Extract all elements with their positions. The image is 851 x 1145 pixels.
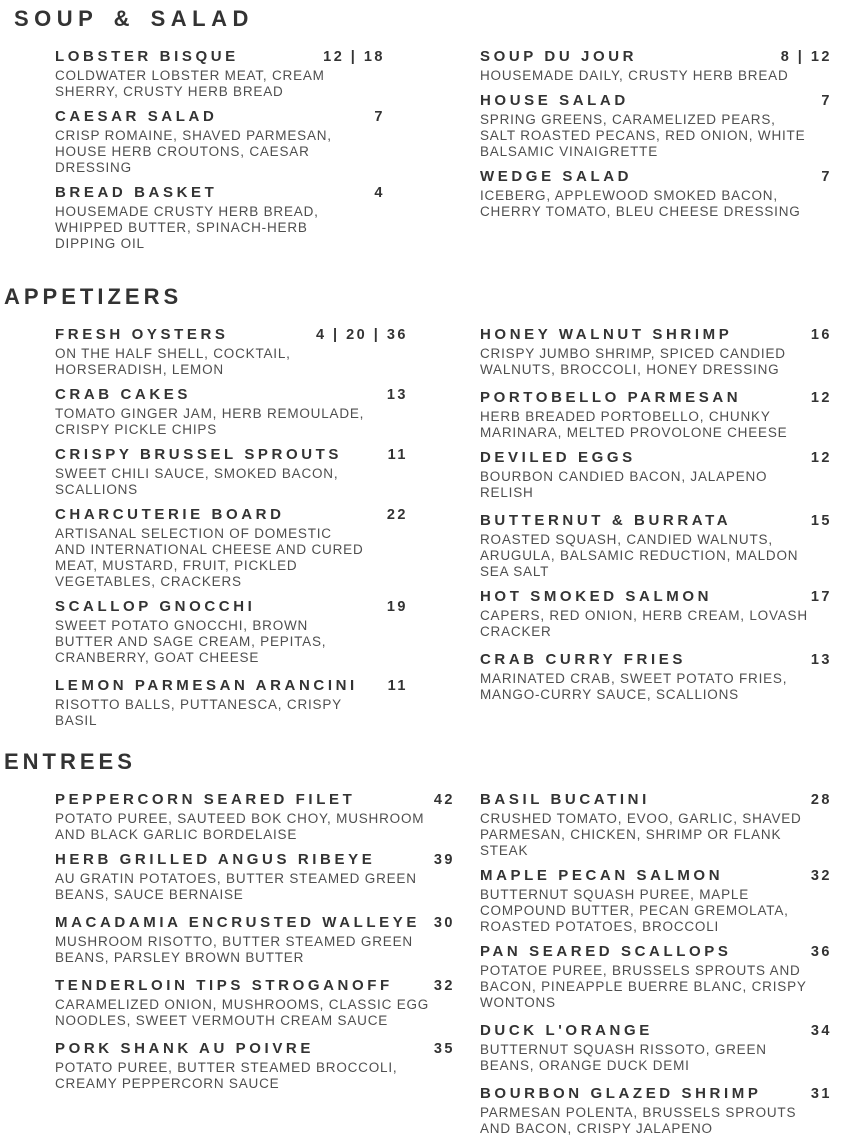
- item-description: AU GRATIN POTATOES, BUTTER STEAMED GREEN BEANS, SAUCE BERNAISE: [55, 871, 417, 902]
- item-name: HONEY WALNUT SHRIMP: [480, 326, 733, 343]
- item-description: SWEET CHILI SAUCE, SMOKED BACON, SCALLIONS: [55, 466, 339, 497]
- item-row: [480, 326, 832, 344]
- item-description: COLDWATER LOBSTER MEAT, CREAM SHERRY, CRUSTY HERB BREAD: [55, 68, 325, 99]
- menu-column-left: [55, 791, 480, 1145]
- section-title: ENTREES: [4, 749, 136, 774]
- item-description: PARMESAN POLENTA, BRUSSELS SPROUTS AND BACON, CRISPY JALAPENO: [480, 1105, 797, 1136]
- item-name: SCALLOP GNOCCHI: [55, 598, 256, 615]
- item-name: MAPLE PECAN SALMON: [480, 867, 724, 884]
- item-row: [480, 651, 832, 669]
- section-columns: [0, 791, 851, 1145]
- item-name: PEPPERCORN SEARED FILET: [55, 791, 356, 808]
- item-row: [480, 449, 832, 467]
- menu-item: [55, 108, 480, 176]
- item-price: 16: [810, 327, 832, 343]
- item-price: 4: [374, 185, 385, 201]
- section-title: APPETIZERS: [4, 284, 183, 309]
- section-soup-salad: [0, 6, 851, 260]
- menu-item: [480, 168, 851, 220]
- item-name: WEDGE SALAD: [480, 168, 633, 185]
- item-price: 13: [386, 387, 408, 403]
- item-price: 31: [810, 1086, 832, 1102]
- menu-item: [480, 512, 851, 580]
- item-description: MUSHROOM RISOTTO, BUTTER STEAMED GREEN BEANS, PARSLEY BROWN BUTTER: [55, 934, 413, 965]
- item-row: [55, 48, 385, 66]
- item-price: 35: [433, 1041, 455, 1057]
- item-row: [480, 791, 832, 809]
- item-row: [480, 588, 832, 606]
- item-row: [55, 386, 408, 404]
- item-row: [55, 446, 408, 464]
- menu-column-left: [55, 48, 480, 260]
- menu-item: [55, 677, 480, 729]
- item-row: [55, 506, 408, 524]
- menu-item: [480, 791, 851, 859]
- item-description: HOUSEMADE DAILY, CRUSTY HERB BREAD: [480, 68, 789, 83]
- item-row: [480, 168, 832, 186]
- item-name: SOUP DU JOUR: [480, 48, 638, 65]
- item-name: BUTTERNUT & BURRATA: [480, 512, 732, 529]
- menu-item: [480, 943, 851, 1011]
- item-name: BOURBON GLAZED SHRIMP: [480, 1085, 762, 1102]
- item-row: [480, 92, 832, 110]
- item-price: 28: [810, 792, 832, 808]
- section-appetizers: [0, 284, 851, 737]
- menu-item: [480, 389, 851, 441]
- menu-item: [480, 449, 851, 501]
- menu-column-right: [480, 791, 851, 1145]
- item-price: 32: [433, 978, 455, 994]
- item-price: 34: [810, 1023, 832, 1039]
- item-row: [55, 677, 408, 695]
- item-name: CAESAR SALAD: [55, 108, 218, 125]
- item-description: HOUSEMADE CRUSTY HERB BREAD, WHIPPED BUTTER, SPINACH-HERB DIPPING OIL: [55, 204, 319, 251]
- menu-item: [55, 506, 480, 590]
- menu-item: [480, 48, 851, 84]
- menu-item: [55, 791, 480, 843]
- item-description: CARAMELIZED ONION, MUSHROOMS, CLASSIC EGG NOODLES, SWEET VERMOUTH CREAM SAUCE: [55, 997, 430, 1028]
- item-row: [55, 914, 455, 932]
- menu-item: [480, 651, 851, 703]
- item-name: CRISPY BRUSSEL SPROUTS: [55, 446, 343, 463]
- menu-item: [480, 588, 851, 640]
- menu-item: [55, 1040, 480, 1092]
- item-row: [480, 512, 832, 530]
- item-price: 12 | 18: [323, 49, 385, 65]
- item-price: 42: [433, 792, 455, 808]
- item-name: LOBSTER BISQUE: [55, 48, 239, 65]
- menu-item: [55, 446, 480, 498]
- item-price: 8 | 12: [780, 49, 832, 65]
- item-row: [480, 943, 832, 961]
- menu-item: [55, 598, 480, 666]
- item-row: [480, 867, 832, 885]
- menu-item: [480, 326, 851, 378]
- item-name: LEMON PARMESAN ARANCINI: [55, 677, 358, 694]
- menu-item: [480, 92, 851, 160]
- section-entrees: [0, 749, 851, 1145]
- item-row: [55, 851, 455, 869]
- section-columns: [0, 48, 851, 260]
- item-price: 12: [810, 450, 832, 466]
- item-description: CRISP ROMAINE, SHAVED PARMESAN, HOUSE HERB CROUTONS, CAESAR DRESSING: [55, 128, 332, 175]
- item-price: 39: [433, 852, 455, 868]
- menu-item: [55, 326, 480, 378]
- item-price: 7: [821, 93, 832, 109]
- item-description: POTATO PUREE, SAUTEED BOK CHOY, MUSHROOM AND BLACK GARLIC BORDELAISE: [55, 811, 425, 842]
- item-name: PAN SEARED SCALLOPS: [480, 943, 732, 960]
- item-name: CRAB CAKES: [55, 386, 192, 403]
- item-description: BUTTERNUT SQUASH RISSOTO, GREEN BEANS, ORANGE DUCK DEMI: [480, 1042, 767, 1073]
- menu-column-left: [55, 326, 480, 737]
- item-description: ON THE HALF SHELL, COCKTAIL, HORSERADISH, LEMON: [55, 346, 291, 377]
- item-price: 30: [433, 915, 455, 931]
- item-description: BOURBON CANDIED BACON, JALAPENO RELISH: [480, 469, 768, 500]
- item-name: PORTOBELLO PARMESAN: [480, 389, 742, 406]
- item-row: [55, 108, 385, 126]
- item-row: [480, 48, 832, 66]
- item-description: BUTTERNUT SQUASH PUREE, MAPLE COMPOUND BUTTER, PECAN GREMOLATA, ROASTED POTATOES, BROCCOLI: [480, 887, 789, 934]
- item-description: TOMATO GINGER JAM, HERB REMOULADE, CRISPY PICKLE CHIPS: [55, 406, 365, 437]
- item-description: CRUSHED TOMATO, EVOO, GARLIC, SHAVED PARMESAN, CHICKEN, SHRIMP OR FLANK STEAK: [480, 811, 802, 858]
- item-row: [55, 326, 408, 344]
- item-name: CHARCUTERIE BOARD: [55, 506, 285, 523]
- menu-item: [55, 184, 480, 252]
- item-name: CRAB CURRY FRIES: [480, 651, 686, 668]
- menu-item: [55, 48, 480, 100]
- item-price: 11: [387, 447, 408, 463]
- item-description: CRISPY JUMBO SHRIMP, SPICED CANDIED WALNUTS, BROCCOLI, HONEY DRESSING: [480, 346, 786, 377]
- item-price: 19: [386, 599, 408, 615]
- item-description: CAPERS, RED ONION, HERB CREAM, LOVASH CRACKER: [480, 608, 808, 639]
- menu-column-right: [480, 326, 851, 737]
- item-row: [55, 1040, 455, 1058]
- item-row: [55, 598, 408, 616]
- item-name: MACADAMIA ENCRUSTED WALLEYE: [55, 914, 420, 931]
- menu-item: [55, 914, 480, 966]
- item-price: 13: [810, 652, 832, 668]
- item-price: 11: [387, 678, 408, 694]
- item-price: 22: [386, 507, 408, 523]
- menu-item: [480, 1085, 851, 1137]
- item-name: HERB GRILLED ANGUS RIBEYE: [55, 851, 376, 868]
- item-name: PORK SHANK AU POIVRE: [55, 1040, 314, 1057]
- item-description: RISOTTO BALLS, PUTTANESCA, CRISPY BASIL: [55, 697, 342, 728]
- item-row: [55, 977, 455, 995]
- item-price: 32: [810, 868, 832, 884]
- section-title: SOUP & SALAD: [14, 6, 254, 31]
- menu-item: [480, 867, 851, 935]
- item-description: MARINATED CRAB, SWEET POTATO FRIES, MANGO-CURRY SAUCE, SCALLIONS: [480, 671, 788, 702]
- item-description: SPRING GREENS, CARAMELIZED PEARS, SALT ROASTED PECANS, RED ONION, WHITE BALSAMIC VINAIGRETTE: [480, 112, 806, 159]
- item-description: ICEBERG, APPLEWOOD SMOKED BACON, CHERRY TOMATO, BLEU CHEESE DRESSING: [480, 188, 801, 219]
- item-description: ARTISANAL SELECTION OF DOMESTIC AND INTERNATIONAL CHEESE AND CURED MEAT, MUSTARD, FRUIT, PICKLED VEGETABLES, CRACKERS: [55, 526, 364, 589]
- item-price: 12: [810, 390, 832, 406]
- item-price: 36: [810, 944, 832, 960]
- menu-column-right: [480, 48, 851, 260]
- item-name: HOT SMOKED SALMON: [480, 588, 713, 605]
- item-row: [55, 184, 385, 202]
- item-description: HERB BREADED PORTOBELLO, CHUNKY MARINARA, MELTED PROVOLONE CHEESE: [480, 409, 788, 440]
- menu-item: [55, 386, 480, 438]
- item-name: DEVILED EGGS: [480, 449, 636, 466]
- item-description: POTATOE PUREE, BRUSSELS SPROUTS AND BACON, PINEAPPLE BUERRE BLANC, CRISPY WONTONS: [480, 963, 807, 1010]
- item-price: 7: [821, 169, 832, 185]
- menu-item: [480, 1022, 851, 1074]
- menu-item: [55, 977, 480, 1029]
- item-row: [55, 791, 455, 809]
- item-name: BASIL BUCATINI: [480, 791, 650, 808]
- item-price: 4 | 20 | 36: [315, 327, 408, 343]
- item-price: 7: [374, 109, 385, 125]
- section-columns: [0, 326, 851, 737]
- item-name: FRESH OYSTERS: [55, 326, 229, 343]
- item-name: DUCK L'ORANGE: [480, 1022, 653, 1039]
- item-row: [480, 1085, 832, 1103]
- item-price: 15: [810, 513, 832, 529]
- item-description: SWEET POTATO GNOCCHI, BROWN BUTTER AND SAGE CREAM, PEPITAS, CRANBERRY, GOAT CHEESE: [55, 618, 327, 665]
- item-row: [480, 1022, 832, 1040]
- item-row: [480, 389, 832, 407]
- item-price: 17: [810, 589, 832, 605]
- item-description: POTATO PUREE, BUTTER STEAMED BROCCOLI, CREAMY PEPPERCORN SAUCE: [55, 1060, 398, 1091]
- menu-item: [55, 851, 480, 903]
- item-name: HOUSE SALAD: [480, 92, 629, 109]
- item-name: BREAD BASKET: [55, 184, 218, 201]
- item-name: TENDERLOIN TIPS STROGANOFF: [55, 977, 393, 994]
- item-description: ROASTED SQUASH, CANDIED WALNUTS, ARUGULA, BALSAMIC REDUCTION, MALDON SEA SALT: [480, 532, 799, 579]
